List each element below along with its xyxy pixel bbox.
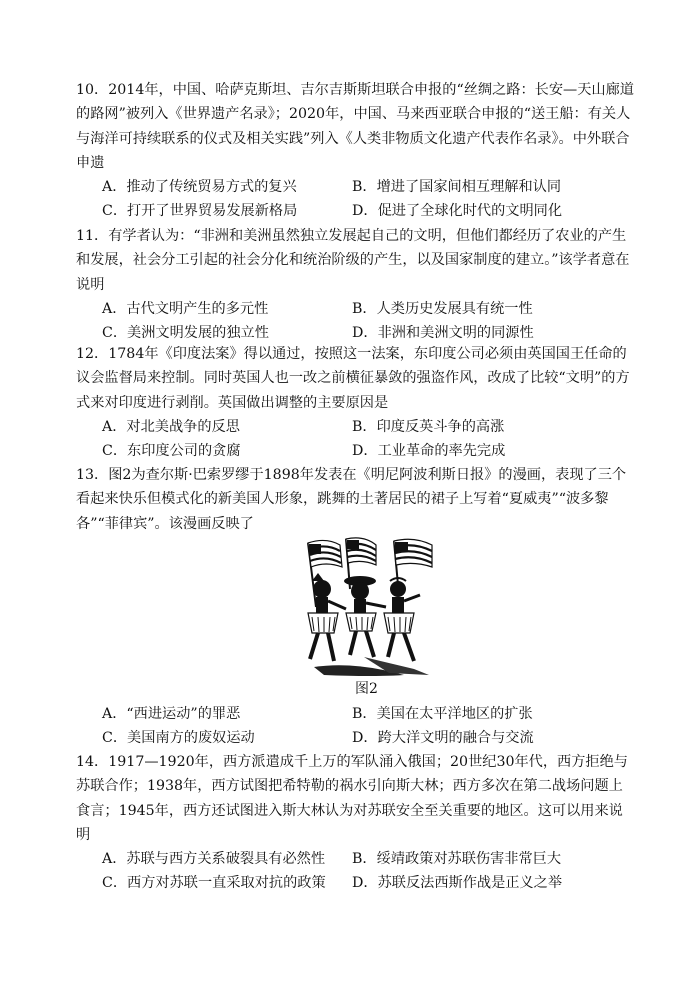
- option-a: A．“西进运动”的罪恶: [102, 706, 241, 722]
- dancer-left: [308, 573, 346, 661]
- option-c: C．东印度公司的贪腐: [102, 443, 241, 460]
- options: [76, 297, 636, 346]
- option-a: A．苏联与西方关系破裂具有必然性: [102, 851, 326, 868]
- option-b: B．人类历史发展具有统一性: [352, 300, 533, 317]
- option-c: C．打开了世界贸易发展新格局: [102, 203, 298, 220]
- option-b: B．增进了国家间相互理解和认同: [352, 179, 562, 196]
- question-stem: 13．图2为查尔斯·巴索罗缪于1898年发表在《明尼阿波利斯日报》的漫画，表现了三个看起来快乐但模式化的新美国人形象，跳舞的土著居民的裙子上写着“夏威夷”“波多黎各”“菲律宾”。该漫画反映了: [76, 467, 627, 532]
- option-c: C．美洲文明发展的独立性: [102, 325, 269, 342]
- flag-middle: [346, 538, 376, 565]
- question-13-options: [76, 702, 636, 751]
- question-12: [76, 342, 636, 463]
- cartoon-figure: [294, 537, 440, 679]
- option-d: D．工业革命的率先完成: [352, 443, 506, 460]
- question-13: [76, 463, 636, 536]
- option-a: A．推动了传统贸易方式的复兴: [102, 179, 297, 196]
- question-11: [76, 224, 636, 345]
- question-stem: 14．1917—1920年，西方派遣成千上万的军队涌入俄国；20世纪30年代，西方拒绝与苏联合作；1938年，西方试图把希特勒的祸水引向斯大林；西方多次在第二战场问题上食言；1945年，西方还试图进入斯大林认为对苏联安全至关重要的地区。这可以用来说明: [76, 754, 628, 843]
- option-d: D．苏联反法西斯作战是正义之举: [352, 875, 563, 892]
- option-b: B．绥靖政策对苏联伤害非常巨大: [352, 851, 562, 868]
- option-d: D．促进了全球化时代的文明同化: [352, 203, 563, 220]
- question-stem: 10．2014年，中国、哈萨克斯坦、吉尔吉斯斯坦联合申报的“丝绸之路：长安—天山廊道的路网”被列入《世界遗产名录》；2020年，中国、马来西亚联合申报的“送王船：有关人与海洋可持续联系的仪式及相关实践”列入《人类非物质文化遗产代表作名录》。中外联合申遗: [76, 82, 634, 171]
- flag-left: [308, 540, 342, 567]
- option-a: A．对北美战争的反思: [102, 418, 240, 435]
- option-b: B．美国在太平洋地区的扩张: [352, 706, 533, 722]
- option-b: B．印度反英斗争的高涨: [352, 418, 505, 435]
- option-d: D．非洲和美洲文明的同源性: [352, 325, 534, 342]
- option-d: D．跨大洋文明的融合与交流: [352, 730, 534, 747]
- option-c: C．美国南方的废奴运动: [102, 730, 255, 747]
- figure-caption: 图2: [355, 681, 378, 697]
- question-stem: 11．有学者认为：“非洲和美洲虽然独立发展起自己的文明，但他们都经历了农业的产生和发展，社会分工引起的社会分化和统治阶级的产生，以及国家制度的建立。”该学者意在说明: [76, 228, 630, 293]
- question-stem: 12．1784年《印度法案》得以通过，按照这一法案，东印度公司必须由英国国王任命的议会监督局来控制。同时英国人也一改之前横征暴敛的强盗作风，改成了比较“文明”的方式来对印度进行剥削。英国做出调整的主要原因是: [76, 346, 630, 411]
- option-c: C．西方对苏联一直采取对抗的政策: [102, 875, 326, 892]
- option-a: A．古代文明产生的多元性: [102, 300, 269, 317]
- question-10: [76, 78, 636, 224]
- options: [76, 175, 636, 224]
- dancer-right: [384, 578, 420, 661]
- options: [76, 847, 636, 896]
- options: [76, 415, 636, 464]
- flag-right: [394, 539, 432, 567]
- question-14: [76, 750, 636, 896]
- options: [76, 702, 636, 751]
